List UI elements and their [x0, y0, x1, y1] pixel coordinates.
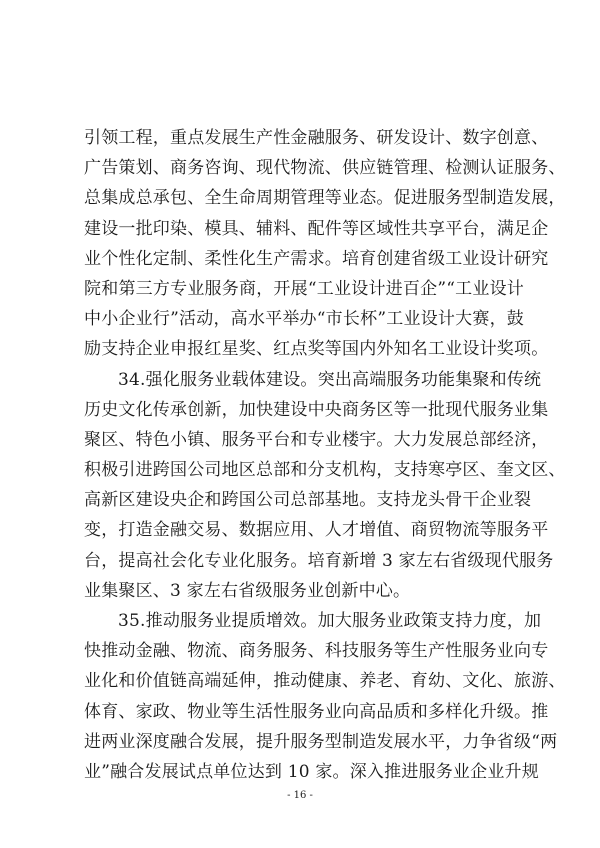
text-line: 业个性化定制、柔性化生产需求。培育创建省级工业设计研究 — [84, 248, 549, 269]
page-number: - 16 - — [287, 790, 313, 801]
text-line: 快推动金融、物流、商务服务、科技服务等生产性服务业向专 — [84, 641, 549, 662]
section-heading-34: 34.强化服务业载体建设。突出高端服务功能集聚和传统 — [118, 369, 542, 390]
text-line: 台，提高社会化专业化服务。培育新增 3 家左右省级现代服务 — [84, 550, 554, 571]
body-text — [84, 123, 566, 787]
text-line: 历史文化传承创新，加快建设中央商务区等一批现代服务业集 — [84, 399, 549, 420]
text-line: 变，打造金融交易、数据应用、人才增值、商贸物流等服务平 — [84, 520, 549, 541]
text-line: 建设一批印染、模具、辅料、配件等区域性共享平台，满足企 — [84, 218, 549, 239]
text-line: 业集聚区、3 家左右省级服务业创新中心。 — [84, 580, 411, 601]
text-line: 中小企业行”活动，高水平举办“市长杯”工业设计大赛，鼓 — [84, 309, 524, 330]
text-line: 业”融合发展试点单位达到 10 家。深入推进服务业企业升规 — [84, 761, 539, 782]
text-line: 积极引进跨国公司地区总部和分支机构，支持寒亭区、奎文区、 — [84, 460, 566, 481]
text-line: 高新区建设央企和跨国公司总部基地。支持龙头骨干企业裂 — [84, 490, 532, 511]
text-line: 引领工程，重点发展生产性金融服务、研发设计、数字创意、 — [84, 128, 549, 148]
text-line: 体育、家政、物业等生活性服务业向高品质和多样化升级。推 — [84, 701, 549, 722]
text-line: 业化和价值链高端延伸，推动健康、养老、育幼、文化、旅游、 — [84, 671, 566, 692]
text-line: 聚区、特色小镇、服务平台和专业楼宇。大力发展总部经济， — [84, 429, 549, 450]
text-line: 励支持企业申报红星奖、红点奖等国内外知名工业设计奖项。 — [84, 339, 549, 360]
text-line: 广告策划、商务咨询、现代物流、供应链管理、检测认证服务、 — [84, 158, 566, 179]
text-line: 进两业深度融合发展，提升服务型制造发展水平，力争省级“两 — [84, 731, 558, 752]
text-line: 总集成总承包、全生命周期管理等业态。促进服务型制造发展， — [84, 188, 566, 209]
section-heading-35: 35.推动服务业提质增效。加大服务业政策支持力度，加 — [118, 611, 542, 631]
text-line: 院和第三方专业服务商，开展“工业设计进百企”“工业设计 — [84, 278, 524, 299]
